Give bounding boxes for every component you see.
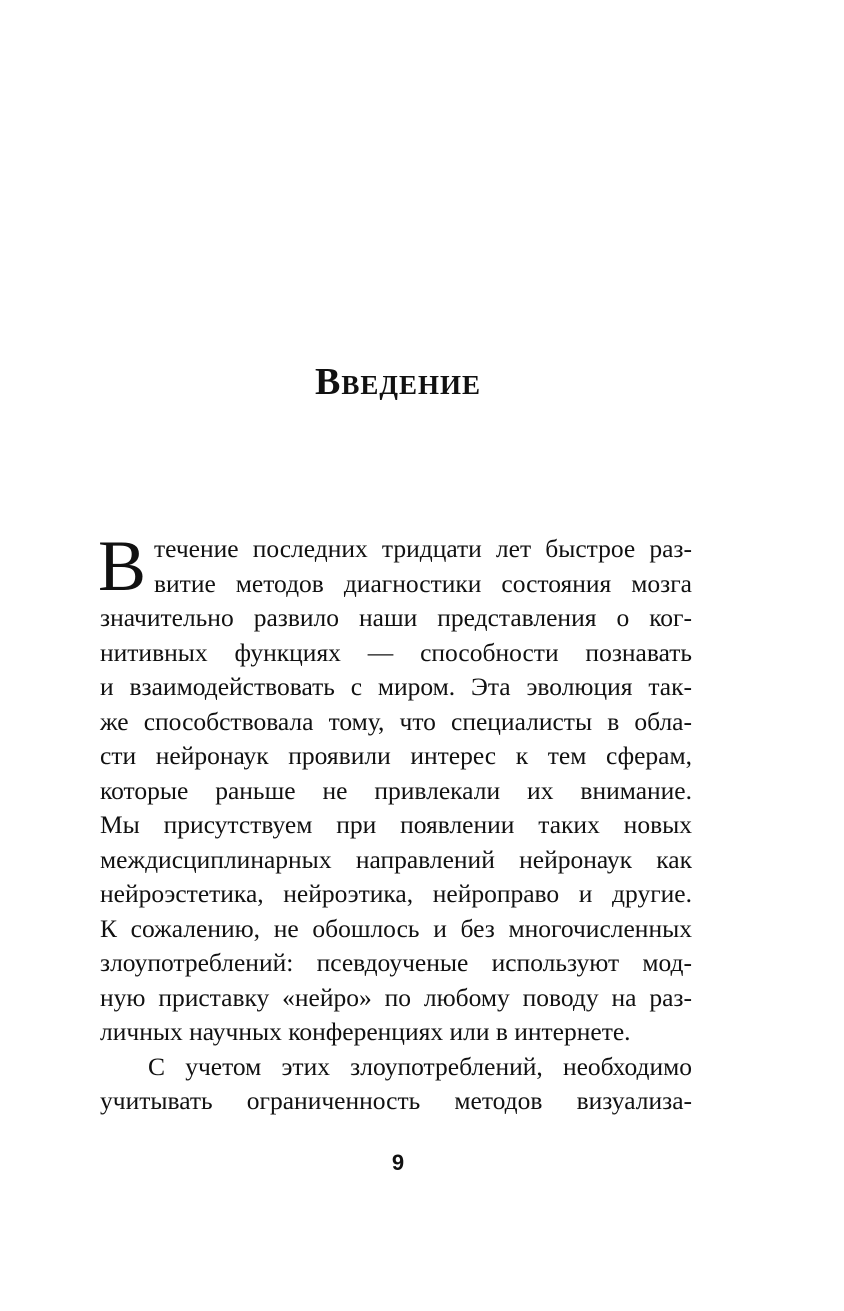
text-line: и взаимодействовать с миром. Эта эволюция так- — [100, 672, 692, 701]
text-line: Мы присутствуем при появлении таких новых — [100, 810, 692, 839]
text-line: которые раньше не привлекали их внимание. — [100, 775, 692, 805]
text-line: ную приставку «нейро» по любому поводу на раз- — [100, 982, 692, 1012]
paragraph-2 — [100, 1050, 692, 1119]
text-line: С учетом этих злоупотреблений, необходимо — [148, 1051, 692, 1081]
text-line: значительно развило наши представления о ког- — [100, 603, 692, 632]
text-line: же способствовала тому, что специалисты в обла- — [100, 706, 692, 736]
body-text — [98, 526, 692, 1119]
text-line: К сожалению, не обошлось и без многочисленных — [100, 913, 692, 943]
text-line: течение последних тридцати лет быстрое раз- — [154, 534, 692, 563]
page-number: 9 — [391, 1150, 405, 1175]
paragraph-1 — [98, 526, 692, 1050]
drop-cap: В — [98, 526, 147, 606]
text-line: витие методов диагностики состояния мозга — [154, 568, 692, 598]
text-line: междисциплинарных направлений нейронаук как — [100, 844, 692, 874]
text-line: злоупотреблений: псевдоученые используют мод- — [100, 948, 692, 977]
text-line: нитивных функциях — способности познавать — [100, 637, 692, 667]
text-line: нейроэстетика, нейроэтика, нейроправо и другие. — [100, 879, 692, 908]
chapter-title: Введение — [315, 361, 481, 403]
text-line: личных научных конференциях или в интернете. — [100, 1017, 631, 1046]
text-line: сти нейронаук проявили интерес к тем сферам, — [100, 741, 692, 770]
text-line: учитывать ограниченность методов визуализа- — [100, 1086, 692, 1115]
